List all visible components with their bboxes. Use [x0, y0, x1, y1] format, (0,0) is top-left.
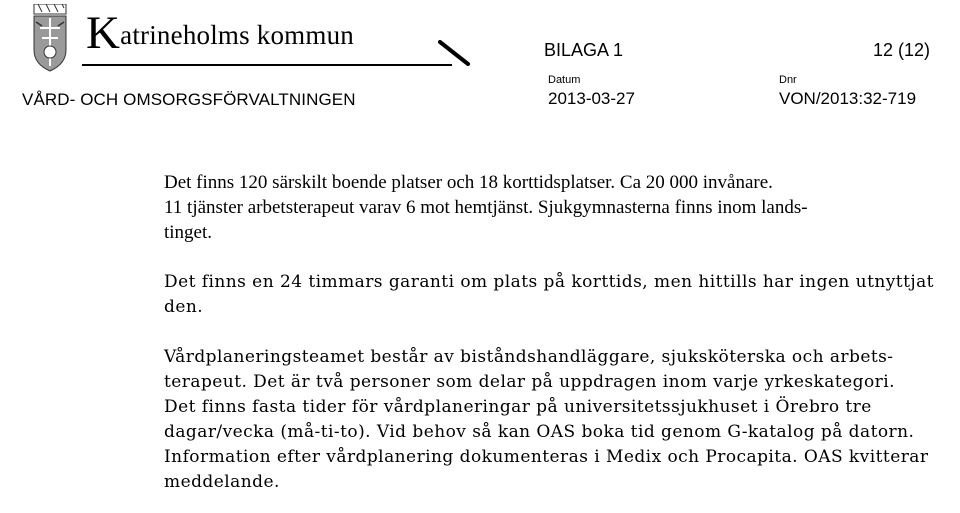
org-name-rest: atrineholms kommun — [120, 20, 354, 50]
org-name-initial: K — [86, 7, 121, 59]
page-number: 12 (12) — [872, 40, 930, 60]
paragraph-facilities: Det finns 120 särskilt boende platser och 18 korttidsplatser. Ca 20 000 invånare. 11 tjänster arbetsterapeut varav 6 mot hemtjänst. Sjukgymnasterna finns inom lands- tinget. — [164, 172, 808, 243]
municipality-crest-icon — [32, 4, 68, 72]
document-body — [164, 170, 944, 495]
paragraph-guarantee: Det finns en 24 timmars garanti om plats på korttids, men hittills har ingen utnyttjat den. — [164, 272, 934, 317]
document-date: 2013-03-27 — [548, 89, 635, 108]
org-name-underline — [82, 64, 452, 66]
org-name-swoosh — [438, 40, 472, 66]
department-name: VÅRD- OCH OMSORGSFÖRVALTNINGEN — [22, 90, 356, 109]
org-name — [86, 7, 354, 59]
date-label: Datum — [548, 74, 581, 86]
document-dnr: VON/2013:32-719 — [779, 89, 917, 108]
paragraph-care-planning: Vårdplaneringsteamet består av biståndshandläggare, sjuksköterska och arbets- terapeut. Det är två personer som delar på uppdragen inom varje yrkeskategori. Det finns fasta tider för vårdplaneringar på universitetssjukhuset i Örebro tre dagar/vecka (må-ti-to). Vid behov så kan OAS boka tid genom G-katalog på datorn. Information efter vårdplanering dokumenteras i Medix och Procapita. OAS kvitterar meddelande. — [164, 347, 929, 492]
dnr-label: Dnr — [779, 74, 797, 86]
attachment-label: BILAGA 1 — [544, 40, 624, 60]
